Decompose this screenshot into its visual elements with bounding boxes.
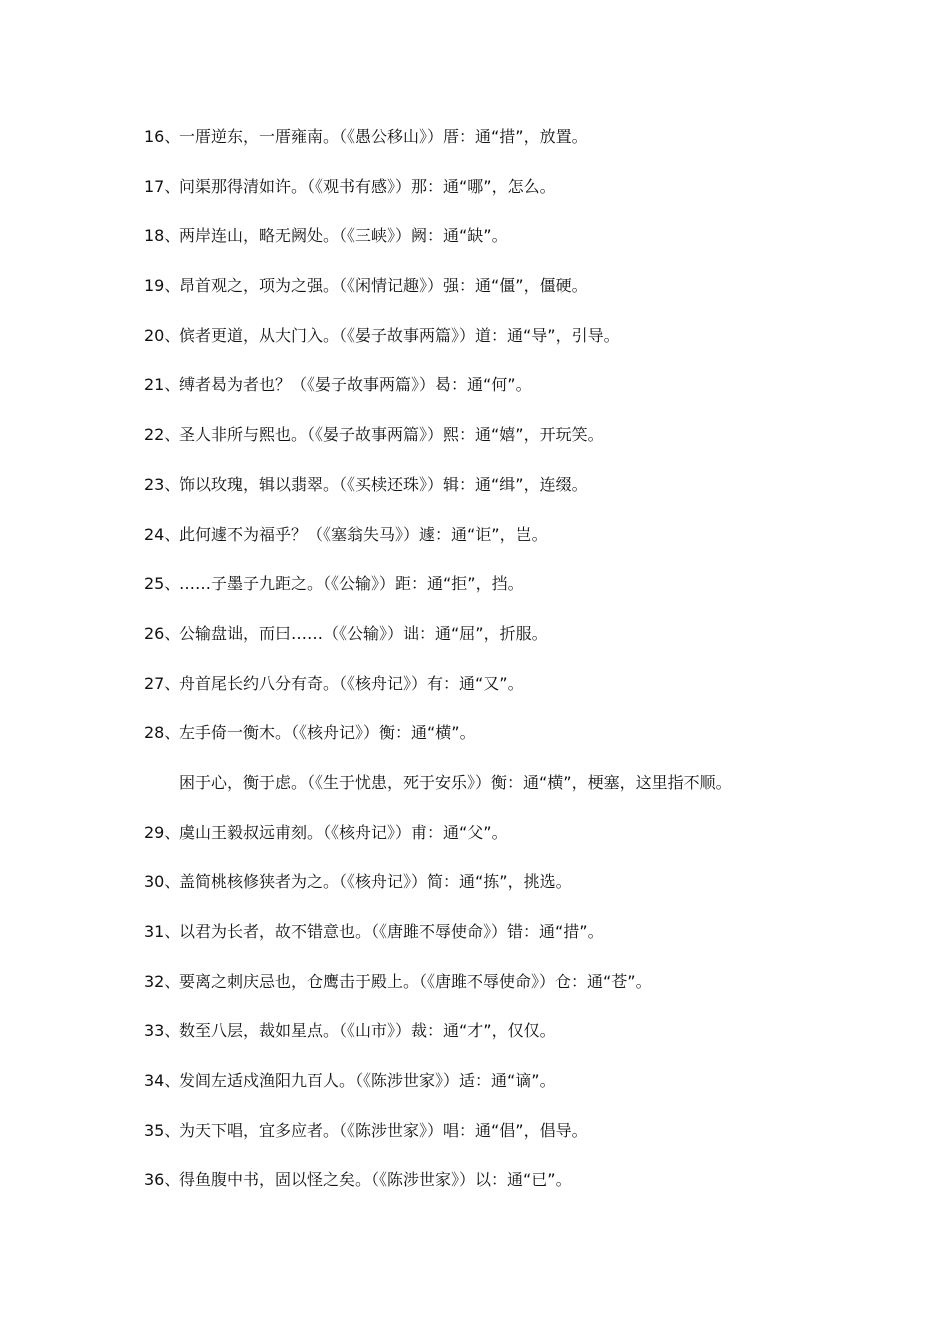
entry-text: 两岸连山，略无阙处。（《三峡》）阙：通“缺”。 bbox=[179, 226, 508, 246]
entry-28-continued bbox=[0, 769, 950, 819]
entry-number: 20、 bbox=[144, 325, 181, 345]
entry-text: 要离之刺庆忌也，仓鹰击于殿上。（《唐雎不辱使命》）仓：通“苍”。 bbox=[179, 971, 652, 991]
entry-number: 30、 bbox=[144, 872, 181, 892]
entry-text: 圣人非所与熙也。（《晏子故事两篇》）熙：通“嬉”，开玩笑。 bbox=[179, 425, 604, 445]
entry-text: 得鱼腹中书，固以怪之矣。（《陈涉世家》）以：通“已”。 bbox=[179, 1170, 572, 1190]
entry-text: 一厝逆东，一厝雍南。（《愚公移山》）厝：通“措”，放置。 bbox=[179, 127, 588, 146]
entry-19 bbox=[0, 272, 950, 322]
entry-text: 困于心，衡于虑。（《生于忧患，死于安乐》）衡：通“横”，梗塞，这里指不顺。 bbox=[179, 772, 732, 792]
entry-18 bbox=[0, 222, 950, 272]
entry-number: 23、 bbox=[144, 474, 181, 494]
entry-33 bbox=[0, 1017, 950, 1067]
entry-number: 34、 bbox=[144, 1071, 181, 1091]
entry-35 bbox=[0, 1117, 950, 1167]
entry-text: 傧者更道，从大门入。（《晏子故事两篇》）道：通“导”，引导。 bbox=[179, 325, 620, 345]
entry-29 bbox=[0, 819, 950, 869]
entry-21 bbox=[0, 371, 950, 421]
entry-number: 29、 bbox=[144, 822, 181, 842]
entry-text: 左手倚一衡木。（《核舟记》）衡：通“横”。 bbox=[179, 723, 476, 743]
entry-text: 虞山王毅叔远甫刻。（《核舟记》）甫：通“父”。 bbox=[179, 822, 508, 842]
entry-25 bbox=[0, 570, 950, 620]
entry-17 bbox=[0, 173, 950, 223]
entry-number: 36、 bbox=[144, 1170, 181, 1190]
entry-36 bbox=[0, 1166, 950, 1216]
entry-26 bbox=[0, 620, 950, 670]
entry-23 bbox=[0, 471, 950, 521]
entry-16 bbox=[0, 123, 950, 173]
entry-text: 盖简桃核修狭者为之。（《核舟记》）简：通“拣”，挑选。 bbox=[179, 872, 572, 892]
entry-text: 以君为长者，故不错意也。（《唐雎不辱使命》）错：通“措”。 bbox=[179, 922, 604, 941]
entry-text: 为天下唱，宜多应者。（《陈涉世家》）唱：通“倡”，倡导。 bbox=[179, 1120, 588, 1140]
entry-text: 发闾左适戍渔阳九百人。（《陈涉世家》）适：通“谪”。 bbox=[179, 1071, 556, 1091]
entry-number: 31、 bbox=[144, 922, 181, 941]
entry-text: 饰以玫瑰，辑以翡翠。（《买椟还珠》）辑：通“缉”，连缀。 bbox=[179, 474, 588, 494]
entry-number: 32、 bbox=[144, 971, 181, 991]
entry-text: 缚者曷为者也？（《晏子故事两篇》）曷：通“何”。 bbox=[179, 375, 532, 395]
entry-text: ……子墨子九距之。（《公输》）距：通“拒”，挡。 bbox=[179, 574, 524, 594]
entry-number: 33、 bbox=[144, 1021, 181, 1041]
entry-number: 21、 bbox=[144, 375, 181, 395]
entry-number: 19、 bbox=[144, 276, 181, 296]
entry-number: 25、 bbox=[144, 574, 181, 594]
entry-number: 26、 bbox=[144, 623, 181, 643]
entry-27 bbox=[0, 670, 950, 720]
entry-number: 16、 bbox=[144, 127, 181, 146]
entry-20 bbox=[0, 322, 950, 372]
entry-24 bbox=[0, 521, 950, 571]
entry-text: 昂首观之，项为之强。（《闲情记趣》）强：通“僵”，僵硬。 bbox=[179, 276, 588, 296]
entry-number: 18、 bbox=[144, 226, 181, 246]
entry-number: 24、 bbox=[144, 524, 181, 544]
entry-34 bbox=[0, 1067, 950, 1117]
entry-text: 公输盘诎，而曰……（《公输》）诎：通“屈”，折服。 bbox=[179, 623, 548, 643]
entry-text: 问渠那得清如许。（《观书有感》）那：通“哪”，怎么。 bbox=[179, 176, 556, 196]
entry-number: 27、 bbox=[144, 673, 181, 693]
entry-number: 22、 bbox=[144, 425, 181, 445]
entry-number: 35、 bbox=[144, 1120, 181, 1140]
entry-32 bbox=[0, 968, 950, 1018]
entry-text: 此何遽不为福乎？（《塞翁失马》）遽：通“讵”，岂。 bbox=[179, 524, 548, 544]
entry-number: 17、 bbox=[144, 176, 181, 196]
entry-text: 舟首尾长约八分有奇。（《核舟记》）有：通“又”。 bbox=[179, 673, 524, 693]
entry-28 bbox=[0, 719, 950, 769]
entry-number: 28、 bbox=[144, 723, 181, 743]
entry-31 bbox=[0, 918, 950, 968]
entry-30 bbox=[0, 868, 950, 918]
entry-text: 数至八层，裁如星点。（《山市》）裁：通“才”，仅仅。 bbox=[179, 1021, 556, 1041]
entry-22 bbox=[0, 421, 950, 471]
